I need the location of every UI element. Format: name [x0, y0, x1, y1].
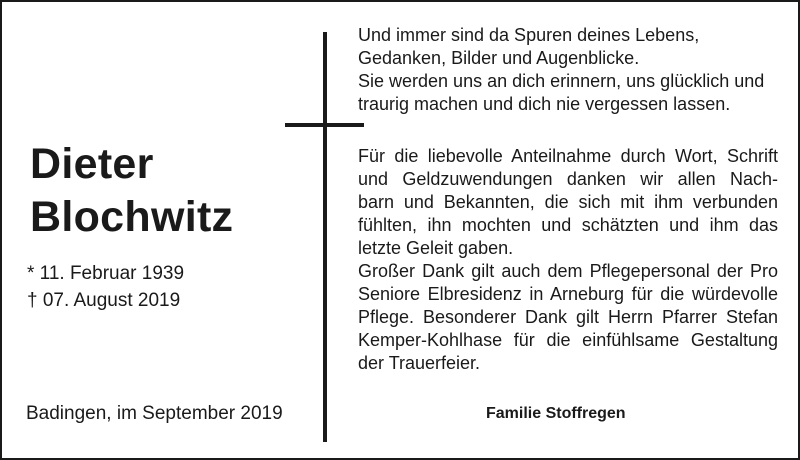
thanks-line: Für die liebevolle Anteilnahme durch Wort, Schrift [358, 146, 778, 166]
deceased-last-name: Blochwitz [30, 193, 234, 241]
place-date: Badingen, im September 2019 [26, 403, 283, 424]
family-signature: Familie Stoffregen [486, 405, 626, 422]
birth-date: * 11. Februar 1939 [27, 263, 185, 284]
thanks-line: fühlten, ihn mochten und schätzten und ihm das [358, 215, 778, 235]
memorial-verse [358, 24, 778, 116]
verse-line: Und immer sind da Spuren deines Lebens, [358, 25, 700, 45]
verse-line: Gedanken, Bilder und Augenblicke. [358, 48, 640, 68]
deceased-first-name: Dieter [30, 140, 154, 188]
life-dates [27, 260, 184, 314]
deceased-name [30, 138, 233, 244]
thanks-line: Seniore Elbresidenz in Arneburg für die würdevolle [358, 284, 778, 304]
thanks-line: letzte Geleit gaben. [358, 238, 514, 258]
cross-icon [323, 32, 327, 442]
thanks-line: barn und Bekannten, die sich mit ihm verbunden [358, 192, 778, 212]
verse-line: Sie werden uns an dich erinnern, uns glücklich und [358, 71, 765, 91]
thanks-line: Kemper-Kohlhase für die einfühlsame Gestaltung [358, 330, 778, 350]
verse-line: traurig machen und dich nie vergessen lassen. [358, 94, 731, 114]
cross-bar [285, 123, 364, 127]
thanks-line: der Trauerfeier. [358, 353, 481, 373]
thanks-line: Pflege. Besonderer Dank gilt Herrn Pfarrer Stefan [358, 307, 778, 327]
thanks-line: Großer Dank gilt auch dem Pflegepersonal der Pro [358, 261, 778, 281]
thanks-text [358, 145, 778, 375]
death-date: † 07. August 2019 [27, 290, 181, 311]
thanks-line: und Geldzuwendungen danken wir allen Nach- [358, 169, 778, 189]
